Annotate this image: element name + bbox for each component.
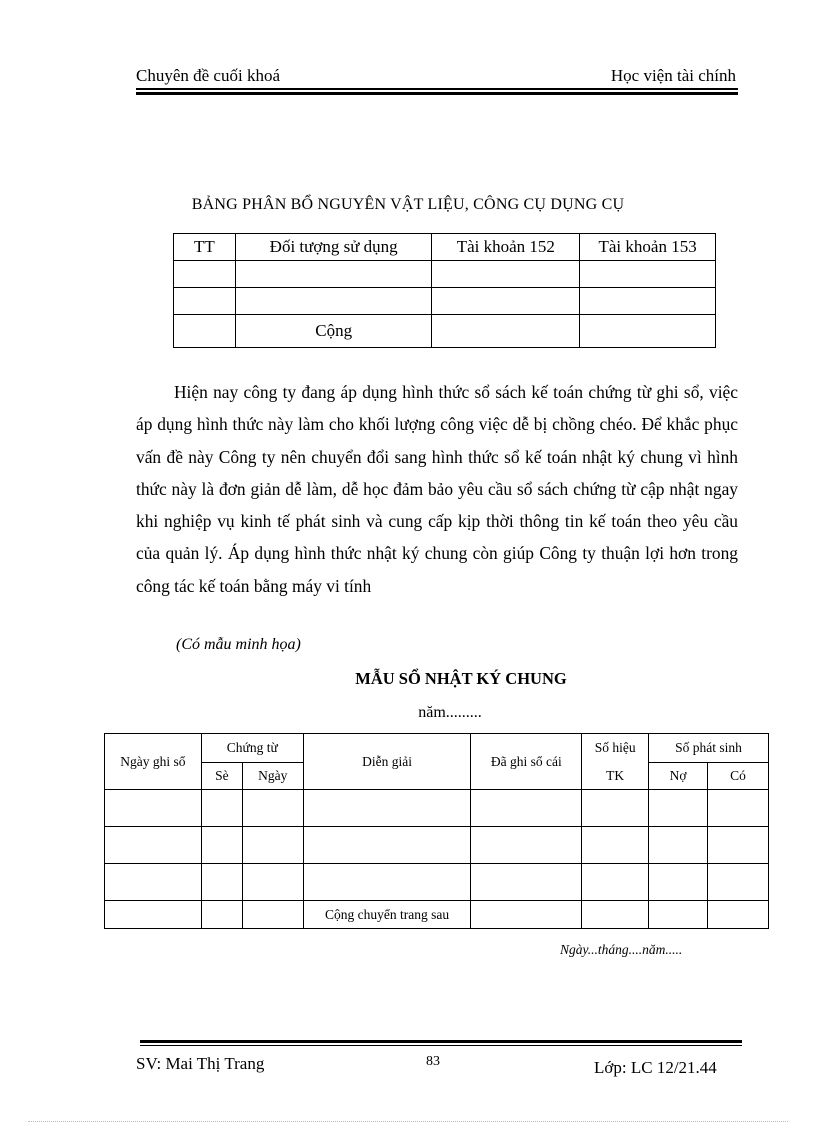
footer-student: SV: Mai Thị Trang [136,1054,265,1073]
col-header-voucher: Chứng từ [201,734,303,763]
col-header-desc: Diễn giải [303,734,471,790]
table-cell [580,261,716,288]
table-cell [174,315,236,348]
total-row [174,315,716,348]
table-row [174,261,716,288]
footer-class: Lớp: LC 12/21.44 [594,1058,717,1077]
footer-page-number: 83 [426,1054,440,1069]
footer-rule-thin [140,1045,742,1046]
col-header-user: Đối tượng sử dụng [235,234,432,261]
table-cell [580,315,716,348]
header-rule-thick [136,92,738,95]
table-cell [174,288,236,315]
table-cell [235,288,432,315]
table-row [105,790,769,827]
example-note: (Có mẫu minh họa) [176,636,301,653]
table1-title: BẢNG PHÂN BỔ NGUYÊN VẬT LIỆU, CÔNG CỤ DỤNG CỤ [191,196,625,213]
table-cell [432,288,580,315]
table-header-row [105,734,769,763]
table-cell [432,315,580,348]
col-header-voucher-date: Ngày [242,763,303,790]
col-header-acc-top: Số hiệu [582,734,649,763]
col-header-posted: Đã ghi sổ cái [471,734,582,790]
col-header-acc152: Tài khoản 152 [432,234,580,261]
col-header-tt: TT [174,234,236,261]
table-cell [174,261,236,288]
bottom-dotted-line [28,1121,788,1122]
table-cell [235,261,432,288]
col-header-credit: Có [708,763,769,790]
general-journal-table [104,733,769,929]
table-cell [580,288,716,315]
table-cell [432,261,580,288]
col-header-debit: Nợ [649,763,708,790]
header-left: Chuyên đề cuối khoá [136,66,280,85]
allocation-table [173,233,716,348]
col-header-amount: Số phát sinh [649,734,769,763]
signature-date: Ngày...tháng....năm..... [560,942,683,957]
table-row [174,288,716,315]
table-row [105,827,769,864]
table-row [105,864,769,901]
carry-forward-label: Cộng chuyển trang sau [303,901,471,929]
footer-rule-thick [140,1040,742,1043]
col-header-acc153: Tài khoản 153 [580,234,716,261]
table2-subtitle: năm......... [418,704,482,721]
table2-title: MẪU SỔ NHẬT KÝ CHUNG [355,669,567,688]
col-header-date: Ngày ghi sổ [105,734,202,790]
col-header-acc-bottom: TK [582,763,649,790]
col-header-voucher-no: Sè [201,763,242,790]
total-label: Cộng [235,315,432,348]
header-right: Học viện tài chính [610,66,736,85]
header-rule-thin [136,88,738,90]
table-header-row [174,234,716,261]
body-paragraph: Hiện nay công ty đang áp dụng hình thức sổ sách kế toán chứng từ ghi sổ, việc áp dụng hình thức này làm cho khối lượng công việc dễ bị chồng chéo. Để khắc phục vấn đề này Công ty nên chuyển đổi sang hình thức sổ kế toán nhật ký chung vì hình thức này là đơn giản dễ làm, dễ học đảm bảo yêu cầu sổ sách chứng từ cập nhật ngay khi nghiệp vụ kinh tế phát sinh và cung cấp kịp thời thông tin kế toán theo yêu cầu của quản lý. Áp dụng hình thức nhật ký chung còn giúp Công ty thuận lợi hơn trong công tác kế toán bằng máy vi tính [136,382,738,596]
carry-forward-row [105,901,769,929]
